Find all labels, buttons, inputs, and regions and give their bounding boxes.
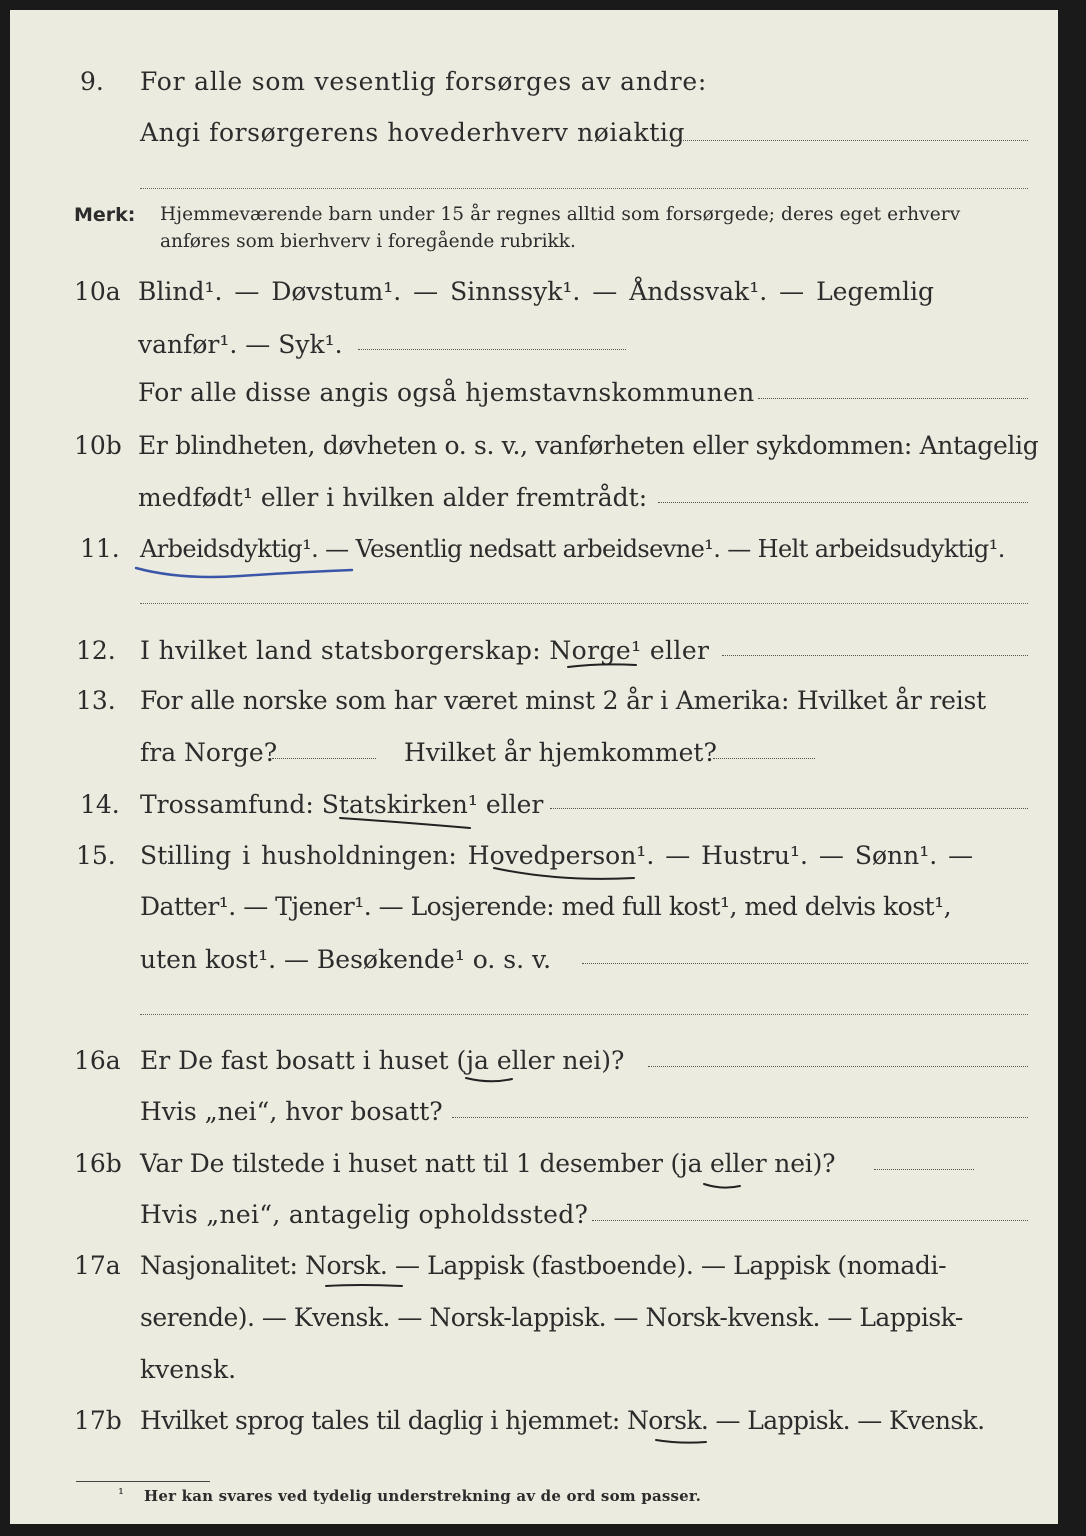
footnote-marker: ¹ [118, 1485, 125, 1503]
question-9-line-1: For alle som vesentlig forsørges av andre: [140, 67, 708, 96]
question-10b-line-2: medfødt¹ eller i hvilken alder fremtrådt: [138, 483, 648, 512]
underline-norsk-17a [326, 1285, 402, 1286]
question-10a-line-2: vanfør¹. — Syk¹. [138, 330, 343, 359]
answer-line-10a-2 [758, 398, 1028, 399]
question-17a-number: 17a [74, 1251, 121, 1280]
underline-ja-16b [704, 1184, 740, 1188]
question-15-line-1: Stilling i husholdningen: Hovedperson¹. — Hustru¹. — Sønn¹. — [140, 841, 974, 870]
question-14-line-1: Trossamfund: Statskirken¹ eller [140, 790, 544, 819]
question-16b-line-1: Var De tilstede i huset natt til 1 desember (ja eller nei)? [140, 1149, 836, 1178]
question-16b-number: 16b [74, 1149, 122, 1178]
footnote-text: Her kan svares ved tydelig understrekning av de ord som passer. [144, 1487, 702, 1505]
answer-line-15-extra [140, 1014, 1028, 1015]
underline-arbeidsdyktig [136, 568, 352, 577]
note-line-1: Hjemmeværende barn under 15 år regnes alltid som forsørgede; deres eget erhverv [160, 204, 961, 225]
question-10b-line-1: Er blindheten, døvheten o. s. v., vanførheten eller sykdommen: Antagelig [138, 431, 1039, 460]
answer-line-16b-1 [874, 1169, 974, 1170]
census-form-page [10, 10, 1058, 1524]
question-11-line-1: Arbeidsdyktig¹. — Vesentlig nedsatt arbeidsevne¹. — Helt arbeidsudyktig¹. [140, 535, 1005, 563]
question-9-line-2: Angi forsørgerens hovederhverv nøiaktig [140, 118, 686, 147]
question-9-number: 9. [80, 67, 104, 96]
answer-line-16a-2 [452, 1117, 1028, 1118]
question-15-line-3: uten kost¹. — Besøkende¹ o. s. v. [140, 945, 552, 974]
question-17b-number: 17b [74, 1406, 122, 1435]
question-16a-line-2: Hvis „nei“, hvor bosatt? [140, 1097, 443, 1126]
answer-line-9 [658, 140, 1028, 141]
question-11-number: 11. [80, 534, 120, 563]
answer-line-12 [722, 655, 1028, 656]
answer-line-13-reist [272, 758, 376, 759]
question-17a-line-1: Nasjonalitet: Norsk. — Lappisk (fastboende). — Lappisk (nomadi- [140, 1251, 947, 1280]
question-10b-number: 10b [74, 431, 122, 460]
question-10a-line-1: Blind¹. — Døvstum¹. — Sinnssyk¹. — Åndssvak¹. — Legemlig [138, 277, 934, 306]
answer-line-16b-2 [592, 1220, 1028, 1221]
answer-line-13-hjemkommet [713, 758, 815, 759]
answer-line-10a-1 [358, 349, 626, 350]
question-13-line-1: For alle norske som har været minst 2 år i Amerika: Hvilket år reist [140, 686, 987, 715]
question-17a-line-3: kvensk. [140, 1355, 237, 1384]
question-10a-number: 10a [74, 277, 121, 306]
answer-line-10b [658, 502, 1028, 503]
question-16a-line-1: Er De fast bosatt i huset (ja eller nei)? [140, 1046, 625, 1075]
question-12-number: 12. [76, 636, 116, 665]
question-13-line-2a: fra Norge? [140, 738, 278, 767]
underline-norsk-17b [656, 1440, 706, 1443]
note-label: Merk: [74, 204, 136, 226]
question-17b-line-1: Hvilket sprog tales til daglig i hjemmet: Norsk. — Lappisk. — Kvensk. [140, 1406, 985, 1435]
question-10a-line-3: For alle disse angis også hjemstavnskommunen [138, 378, 755, 407]
answer-line-14 [550, 808, 1028, 809]
question-13-line-2b: Hvilket år hjemkommet? [404, 738, 717, 767]
answer-line-11 [140, 603, 1028, 604]
answer-line-9-extra [140, 188, 1028, 189]
note-line-2: anføres som bierhverv i foregående rubrikk. [160, 231, 576, 252]
question-16a-number: 16a [74, 1046, 121, 1075]
question-12-line-1: I hvilket land statsborgerskap: Norge¹ eller [140, 636, 710, 665]
answer-line-16a-1 [648, 1066, 1028, 1067]
footnote-separator [76, 1481, 210, 1482]
question-15-number: 15. [76, 841, 116, 870]
question-15-line-2: Datter¹. — Tjener¹. — Losjerende: med full kost¹, med delvis kost¹, [140, 892, 952, 921]
underline-ja-16a [466, 1078, 512, 1081]
question-13-number: 13. [76, 686, 116, 715]
answer-line-15 [582, 963, 1028, 964]
question-14-number: 14. [80, 790, 120, 819]
question-16b-line-2: Hvis „nei“, antagelig opholdssted? [140, 1200, 589, 1229]
question-17a-line-2: serende). — Kvensk. — Norsk-lappisk. — Norsk-kvensk. — Lappisk- [140, 1303, 963, 1332]
